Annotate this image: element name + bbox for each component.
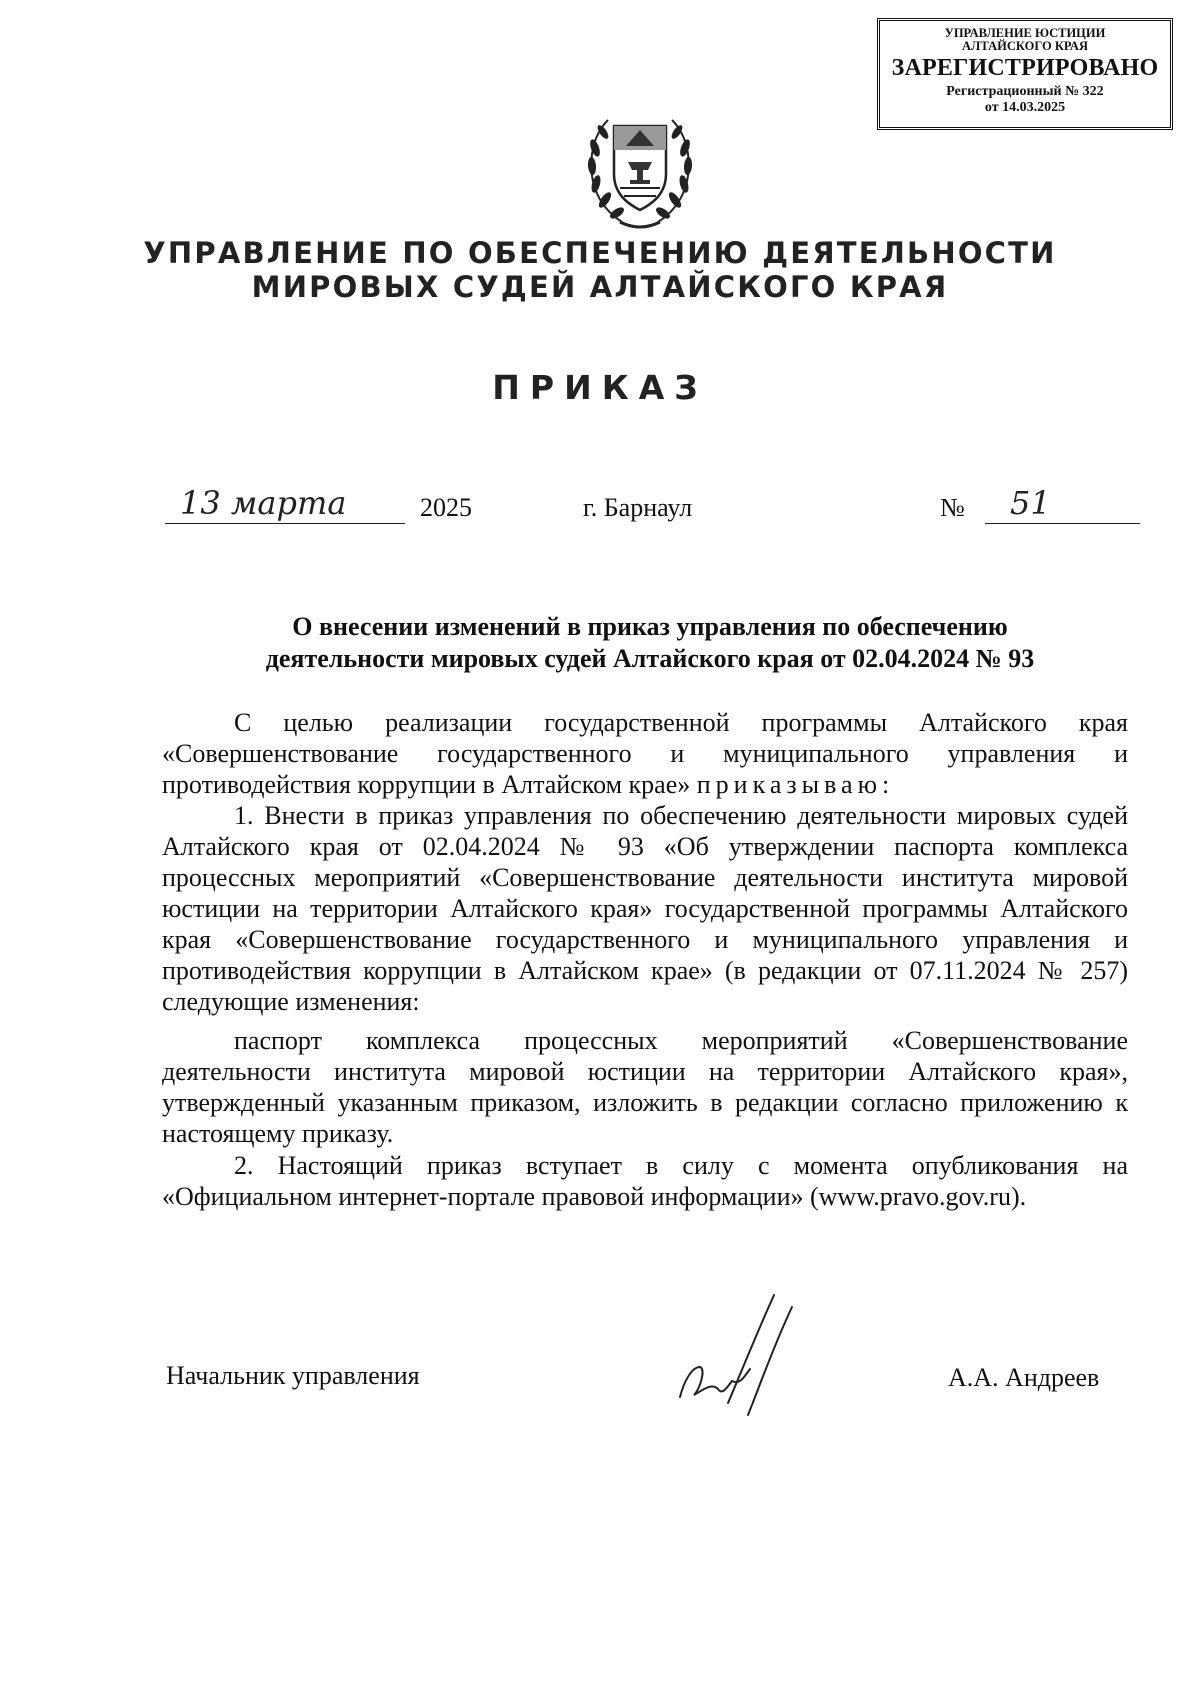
stamp-reg-date: от 14.03.2025 xyxy=(984,100,1066,115)
stamp-line2: АЛТАЙСКОГО КРАЯ xyxy=(962,39,1088,53)
clause-2-paragraph xyxy=(162,1150,1128,1212)
preamble-text: С целью реализации государственной программы Алтайского края «Совершенствование государственного и муниципального управления и противодействия коррупции в Алтайском крае» xyxy=(162,708,1128,799)
date-underline xyxy=(165,523,405,524)
subject-line2: деятельности мировых судей Алтайского края от 02.04.2024 № 93 xyxy=(265,644,1035,673)
clause-2-text: 2. Настоящий приказ вступает в силу с момента опубликования на «Официальном интернет-портале правовой информации» (www.pravo.gov.ru). xyxy=(162,1151,1128,1211)
document-year: 2025 xyxy=(420,493,472,522)
stamp-reg-number: Регистрационный № 322 xyxy=(946,84,1104,99)
clause-1-paragraph xyxy=(162,800,1128,1017)
stamp-status: ЗАРЕГИСТРИРОВАНО xyxy=(891,55,1159,81)
document-city: г. Барнаул xyxy=(583,493,693,522)
clause-1-change-text: паспорт комплекса процессных мероприятий «Совершенствование деятельности института мировой юстиции на территории Алтайского края», утвержденный указанным приказом, изложить в редакции согласно приложению к настоящему приказу. xyxy=(162,1026,1128,1148)
clause-1-text: 1. Внести в приказ управления по обеспечению деятельности мировых судей Алтайского края от 02.04.2024 № 93 «Об утверждении паспорта комплекса процессных мероприятий «Совершенствование деятельности института мировой юстиции на территории Алтайского края» государственной программы Алтайского края «Совершенствование государственного и муниципального управления и противодействия коррупции в Алтайском крае» (в редакции от 07.11.2024 № 257) следующие изменения: xyxy=(162,801,1128,1016)
org-name-line1: УПРАВЛЕНИЕ ПО ОБЕСПЕЧЕНИЮ ДЕЯТЕЛЬНОСТИ xyxy=(143,236,1057,270)
registration-stamp xyxy=(877,18,1173,130)
document-type-title: ПРИКАЗ xyxy=(492,368,708,407)
preamble-paragraph xyxy=(162,707,1128,800)
clause-1-change-paragraph xyxy=(162,1025,1128,1149)
subject-line1: О внесении изменений в приказ управления по обеспечению xyxy=(292,612,1008,641)
number-underline xyxy=(985,523,1140,524)
signatory-position: Начальник управления xyxy=(166,1361,420,1390)
handwritten-date: 13 марта xyxy=(180,484,347,522)
order-word: приказываю: xyxy=(696,770,895,799)
number-label: № xyxy=(940,493,965,522)
coat-of-arms-icon xyxy=(570,104,710,234)
document-subject xyxy=(120,611,1180,675)
stamp-line1: УПРАВЛЕНИЕ ЮСТИЦИИ xyxy=(944,26,1106,40)
org-name-line2: МИРОВЫХ СУДЕЙ АЛТАЙСКОГО КРАЯ xyxy=(251,270,949,304)
signature-icon xyxy=(670,1285,820,1435)
handwritten-number: 51 xyxy=(1010,484,1051,522)
signatory-name: А.А. Андреев xyxy=(948,1363,1100,1392)
